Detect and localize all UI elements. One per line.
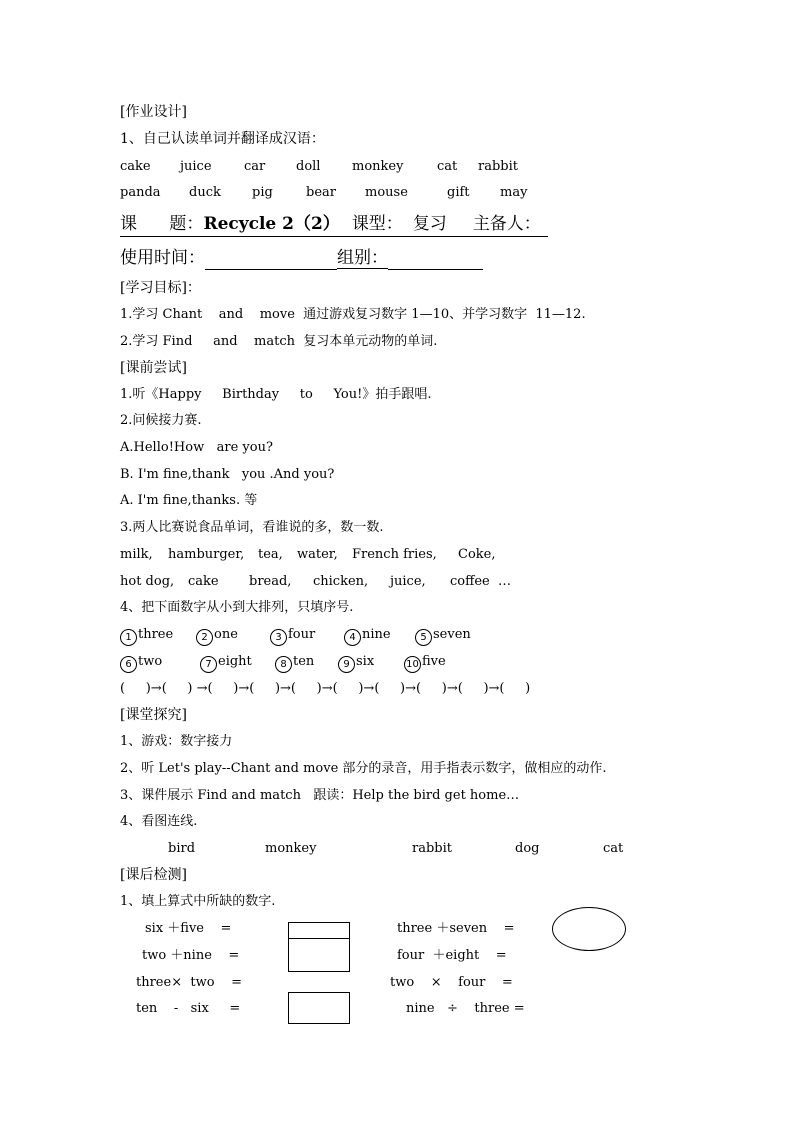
- word: monkey: [352, 159, 404, 174]
- check-heading: [课后检测]: [120, 867, 187, 883]
- number-item: 8 ten: [275, 653, 314, 673]
- word: bear: [306, 185, 336, 200]
- time-blank: [205, 251, 337, 270]
- food-word: coffee …: [450, 574, 511, 589]
- time-label: 使用时间：: [120, 248, 205, 268]
- answer-box-1[interactable]: [288, 922, 350, 972]
- equation-right-3: two × four =: [390, 975, 513, 990]
- animal-word: monkey: [265, 841, 317, 856]
- goal-2: 2.学习 Find and match 复习本单元动物的单词.: [120, 334, 438, 349]
- preview-p1: 1.听《Happy Birthday to You!》拍手跟唱.: [120, 387, 432, 402]
- check-c1: 1、填上算式中所缺的数字.: [120, 894, 276, 909]
- number-item: 1 three: [120, 626, 173, 646]
- word: duck: [189, 185, 221, 200]
- food-word: juice,: [390, 574, 426, 589]
- food-word: hamburger,: [168, 547, 245, 562]
- answer-box-divider: [288, 938, 350, 939]
- number-item: 9 six: [338, 653, 374, 673]
- circled-number: 2: [196, 629, 213, 646]
- equation-right-2: four ＋eight =: [397, 948, 507, 963]
- title-value: Recycle 2（2）: [203, 214, 340, 234]
- order-answer-line[interactable]: ( )→( ) →( )→( )→( )→( )→( )→( )→( )→( ): [120, 681, 531, 696]
- answer-oval[interactable]: [552, 907, 626, 951]
- word: car: [244, 159, 266, 174]
- preview-p3: 3.两人比赛说食品单词，看谁说的多，数一数.: [120, 520, 384, 535]
- word: panda: [120, 185, 161, 200]
- equation-right-4: nine ÷ three =: [406, 1001, 525, 1016]
- word: doll: [296, 159, 321, 174]
- equation-left-1: six ＋five =: [145, 921, 232, 936]
- word: rabbit: [478, 159, 518, 174]
- word: juice: [180, 159, 212, 174]
- explore-e1: 1、游戏：数字接力: [120, 734, 233, 749]
- food-word: bread,: [249, 574, 292, 589]
- number-item: 7 eight: [200, 653, 252, 673]
- goals-heading: [学习目标]：: [120, 280, 201, 296]
- food-word: Coke,: [458, 547, 496, 562]
- type-value: 复习: [412, 214, 447, 234]
- homework-heading: [作业设计]: [120, 104, 187, 120]
- word: gift: [447, 185, 470, 200]
- circled-number: 3: [270, 629, 287, 646]
- food-word: tea,: [258, 547, 283, 562]
- food-word: milk,: [120, 547, 153, 562]
- equation-left-4: ten - six =: [136, 1001, 241, 1016]
- word: mouse: [365, 185, 408, 200]
- explore-e3: 3、课件展示 Find and match 跟读：Help the bird get home…: [120, 788, 520, 803]
- title-underline: [120, 236, 548, 237]
- number-item: 5 seven: [415, 626, 471, 646]
- word: may: [500, 185, 528, 200]
- explore-e4: 4、看图连线.: [120, 814, 198, 829]
- goal-1: 1.学习 Chant and move 通过游戏复习数字 1—10、并学习数字 11—12.: [120, 307, 586, 322]
- dialog-line-2: B. I'm fine,thank you .And you?: [120, 467, 335, 482]
- circled-number: 5: [415, 629, 432, 646]
- time-group-line: [120, 247, 483, 270]
- equation-left-2: two ＋nine =: [142, 948, 240, 963]
- circled-number: 8: [275, 656, 292, 673]
- preview-p4: 4、把下面数字从小到大排列，只填序号.: [120, 600, 354, 615]
- equation-right-1: three ＋seven =: [397, 921, 515, 936]
- food-word: chicken,: [313, 574, 369, 589]
- word: cat: [437, 159, 458, 174]
- circled-number: 6: [120, 656, 137, 673]
- preview-p2: 2.问候接力赛.: [120, 413, 202, 428]
- word: cake: [120, 159, 151, 174]
- circled-number: 9: [338, 656, 355, 673]
- circled-number: 7: [200, 656, 217, 673]
- food-word: water,: [297, 547, 338, 562]
- animal-word: bird: [168, 841, 196, 856]
- circled-number: 4: [344, 629, 361, 646]
- food-word: French fries,: [352, 547, 437, 562]
- animal-word: dog: [515, 841, 540, 856]
- number-item: 3 four: [270, 626, 315, 646]
- number-item: 2 one: [196, 626, 238, 646]
- homework-q1: 1、自己认读单词并翻译成汉语：: [120, 131, 325, 147]
- food-word: hot dog,: [120, 574, 175, 589]
- number-item: 10 five: [404, 653, 446, 673]
- circled-number: 1: [120, 629, 137, 646]
- explore-heading: [课堂探究]: [120, 707, 187, 723]
- dialog-line-3: A. I'm fine,thanks. 等: [120, 493, 258, 508]
- title-label: 课 题：: [120, 214, 204, 234]
- type-label: 课型：: [351, 214, 403, 234]
- circled-number: 10: [404, 656, 421, 673]
- preview-heading: [课前尝试]: [120, 360, 187, 376]
- preparer-label: 主备人：: [472, 214, 541, 234]
- group-blank: [388, 251, 483, 270]
- food-word: cake: [188, 574, 219, 589]
- number-item: 4 nine: [344, 626, 391, 646]
- answer-box-2[interactable]: [288, 992, 350, 1024]
- explore-e2: 2、听 Let's play--Chant and move 部分的录音，用手指表示数字，做相应的动作.: [120, 761, 607, 776]
- group-label: 组别：: [337, 248, 388, 268]
- equation-left-3: three× two =: [136, 975, 242, 990]
- number-item: 6 two: [120, 653, 162, 673]
- word: pig: [252, 185, 273, 200]
- lesson-title-line: [120, 213, 541, 235]
- dialog-line-1: A.Hello!How are you?: [120, 440, 273, 455]
- animal-word: rabbit: [412, 841, 452, 856]
- animal-word: cat: [603, 841, 624, 856]
